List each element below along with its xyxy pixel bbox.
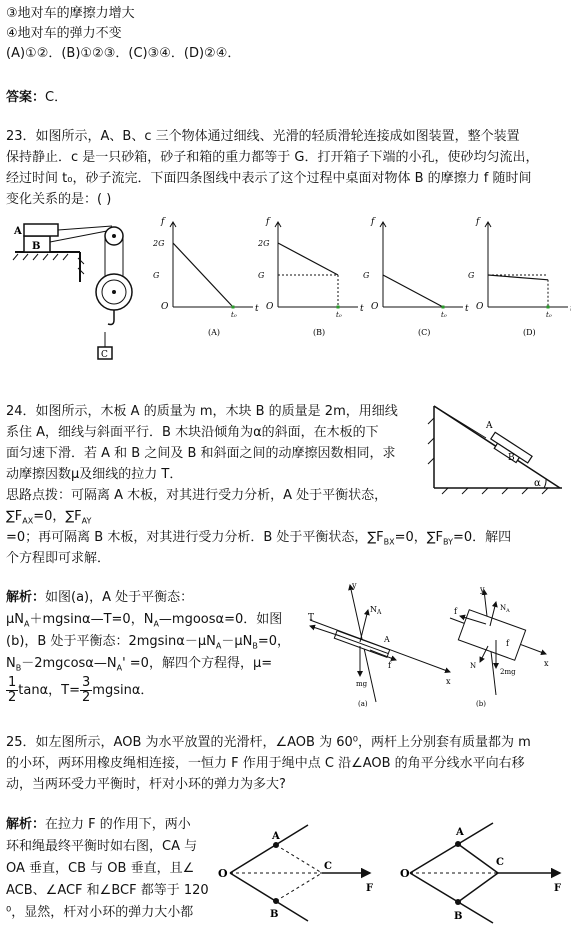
q24-line-5: 思路点拨：可隔离 A 木板，对其进行受力分析，A 处于平衡状态， bbox=[6, 488, 388, 503]
sol-text-1: 如图(a)，A 处于平衡态： bbox=[45, 590, 194, 605]
answer-line bbox=[6, 88, 67, 107]
q23-graphs bbox=[155, 212, 570, 347]
graph-f-label: f bbox=[161, 217, 165, 227]
frac2-num: 3 bbox=[82, 675, 91, 690]
q25-line-1: 25．如左图所示，AOB 为水平放置的光滑杆，∠AOB 为 60⁰，两杆上分别套有质量都为 m bbox=[6, 735, 531, 750]
q25-l-o: O bbox=[218, 867, 228, 880]
answer-value: C． bbox=[45, 90, 68, 105]
q23-line-3: 经过时间 t₀，砂子流完．下面四条图线中表示了这个过程中桌面对物体 B 的摩擦力 f 随时间 bbox=[6, 171, 532, 186]
q25-sol-line-2: 环和绳最终平衡时如右图，CA 与 bbox=[6, 839, 198, 854]
sol3-b: －μN bbox=[221, 634, 253, 649]
graph-t0-label: t₀ bbox=[546, 311, 552, 319]
q25-right-figure bbox=[400, 823, 561, 923]
sum-fay: =0，∑F bbox=[33, 509, 82, 524]
sol3-sub2: B bbox=[252, 641, 258, 651]
sub-bx: BX bbox=[383, 537, 395, 547]
graph-t0-label: t₀ bbox=[336, 311, 342, 319]
graph-line bbox=[383, 275, 443, 307]
graph-t0-label: t₀ bbox=[231, 311, 237, 319]
graph-caption: (D) bbox=[523, 328, 536, 337]
graph-t-label: t bbox=[465, 304, 469, 314]
q25-r-c: C bbox=[496, 857, 504, 868]
graph-line bbox=[173, 243, 233, 307]
graph-t0-label: t₀ bbox=[441, 311, 447, 319]
label-b: B bbox=[32, 241, 41, 252]
q25-l-b: B bbox=[270, 909, 279, 920]
option-4: ④地对车的弹力不变 bbox=[6, 26, 122, 41]
graph-origin: O bbox=[266, 302, 274, 312]
graph-line bbox=[488, 275, 548, 280]
sol2-c: —mgoosα=0．如图 bbox=[158, 612, 283, 627]
q24-force-diagrams bbox=[300, 580, 570, 710]
graph-line bbox=[278, 243, 338, 275]
sub-ax: AX bbox=[22, 516, 34, 526]
graph-tick-g: G bbox=[468, 271, 475, 280]
q24-line-8: 个方程即可求解． bbox=[6, 551, 111, 566]
answer-label: 答案： bbox=[6, 90, 46, 105]
option-3: ③地对车的摩擦力增大 bbox=[6, 6, 135, 21]
fa-caption: (a) bbox=[358, 700, 368, 708]
q24-sol-line-1 bbox=[6, 588, 193, 607]
graph-origin: O bbox=[161, 302, 169, 312]
q25-sol-line-3: OA 垂直，CB 与 OB 垂直，且∠ bbox=[6, 861, 195, 876]
fb-fa: f bbox=[454, 607, 457, 616]
line7-b: =0，∑F bbox=[394, 530, 444, 545]
q24-sol-line-2 bbox=[6, 610, 282, 634]
graph-tick-2g: 2G bbox=[153, 239, 165, 248]
q23-line-2: 保持静止．c 是一只砂箱，砂子和箱的重力都等于 G．打开箱子下端的小孔，使砂均匀流出， bbox=[6, 150, 539, 165]
q24-line-3: 面匀速下滑．若 A 和 B 之间及 B 和斜面之间的动摩擦因数相同，求 bbox=[6, 446, 396, 461]
fa-x: x bbox=[446, 677, 451, 686]
sol4-sub1: B bbox=[15, 663, 22, 673]
graph-caption: (C) bbox=[418, 328, 431, 337]
q25-r-f: F bbox=[554, 883, 562, 894]
graph-t0-mark bbox=[442, 306, 445, 309]
q25-s1: 在拉力 F 的作用下，两小 bbox=[45, 817, 191, 832]
fa-f: f bbox=[388, 661, 391, 670]
graph-t0-mark bbox=[547, 306, 550, 309]
sol3-sub1: A bbox=[215, 641, 222, 651]
q25-r-o: O bbox=[400, 867, 410, 880]
q25-l-c: C bbox=[324, 861, 332, 872]
sub-ay: AY bbox=[81, 516, 92, 526]
sol4-sub2: A bbox=[116, 663, 123, 673]
fb-na: $N_A$ bbox=[500, 604, 510, 614]
q25-figures bbox=[218, 815, 568, 927]
graph-origin: O bbox=[371, 302, 379, 312]
q25-r-b: B bbox=[454, 911, 463, 922]
q25-l-f: F bbox=[366, 883, 374, 894]
q23-apparatus-figure bbox=[10, 212, 145, 367]
fa-mg: mg bbox=[356, 680, 368, 688]
graph-t0-mark bbox=[337, 306, 340, 309]
fa-t: T bbox=[308, 613, 315, 623]
label-alpha: α bbox=[534, 478, 541, 489]
sol2-sub1: A bbox=[24, 619, 30, 629]
label-c: C bbox=[101, 350, 108, 360]
q25-line-2: 的小环，两环用橡皮绳相连接，一恒力 F 作用于绳中点 C 沿∠AOB 的角平分线水平向右移 bbox=[6, 756, 525, 771]
fb-x: x bbox=[544, 659, 549, 668]
graph-origin: O bbox=[476, 302, 484, 312]
graph-caption: (B) bbox=[313, 328, 326, 337]
block-a bbox=[24, 224, 58, 236]
fa-a: A bbox=[384, 635, 390, 644]
label-b: B bbox=[508, 453, 515, 463]
fb-2mg: 2mg bbox=[500, 668, 516, 676]
graph-f-label: f bbox=[266, 217, 270, 227]
q25-sol-line-1 bbox=[6, 815, 191, 834]
sol3-c: =0， bbox=[257, 634, 290, 649]
q24-line-2: 系住 A，细线与斜面平行．B 木块沿倾角为α的斜面，在木板的下 bbox=[6, 425, 379, 440]
q24-sol-line-3 bbox=[6, 632, 290, 656]
line7-a: =0；再可隔离 B 木板，对其进行受力分析．B 处于平衡状态，∑F bbox=[6, 530, 384, 545]
sol5-b: mgsinα． bbox=[92, 683, 154, 698]
frac2-den: 2 bbox=[82, 690, 91, 705]
sol2-a: μN bbox=[6, 612, 24, 627]
sol4-a: N bbox=[6, 656, 16, 671]
sol4-b: －2mgcosα—N bbox=[21, 656, 117, 671]
graph-t-label: t bbox=[360, 304, 364, 314]
q24-line-4: 动摩擦因数μ及细线的拉力 T． bbox=[6, 467, 183, 482]
diagram-a bbox=[308, 581, 451, 708]
graph-caption: (A) bbox=[208, 328, 221, 337]
graph-t0-mark bbox=[232, 306, 235, 309]
graph-tick-g: G bbox=[363, 271, 370, 280]
q25-l-a: A bbox=[272, 831, 280, 842]
q25-r-a: A bbox=[456, 827, 464, 838]
sub-by: BY bbox=[443, 537, 453, 547]
graph-tick-g: G bbox=[258, 271, 265, 280]
q24-line-1: 24．如图所示，木板 A 的质量为 m，木块 B 的质量是 2m，用细线 bbox=[6, 404, 398, 419]
choices-line: (A)①②．(B)①②③．(C)③④．(D)②④． bbox=[6, 46, 241, 61]
q24-sol-line-4 bbox=[6, 654, 272, 678]
q25-line-3: 动，当两环受力平衡时，杆对小环的弹力为多大? bbox=[6, 777, 286, 792]
graph-tick-2g: 2G bbox=[258, 239, 270, 248]
fraction-three-halves bbox=[80, 676, 92, 705]
fb-nb: N bbox=[470, 662, 477, 670]
q23-line-4: 变化关系的是：( ) bbox=[6, 192, 112, 207]
label-a: A bbox=[486, 421, 493, 431]
q25-left-figure bbox=[218, 825, 373, 921]
frac1-den: 2 bbox=[8, 690, 17, 705]
q24-sol-line-5 bbox=[6, 676, 153, 706]
fb-caption: (b) bbox=[476, 700, 486, 708]
line7-c: =0．解四 bbox=[452, 530, 512, 545]
fb-y: y bbox=[480, 585, 485, 594]
fa-na: $N_A$ bbox=[370, 605, 382, 616]
sol2-sub2: A bbox=[153, 619, 159, 629]
fb-fb: f bbox=[506, 639, 509, 648]
solution-label: 解析： bbox=[6, 590, 46, 605]
label-a: A bbox=[14, 226, 22, 237]
q25-solution-label: 解析： bbox=[6, 817, 46, 832]
diagram-b bbox=[450, 585, 549, 708]
q25-sol-line-4: ACB、∠ACF 和∠BCF 都等于 120 bbox=[6, 883, 209, 898]
sol2-b: ＋mgsinα—T=0，N bbox=[29, 612, 154, 627]
sol5-a: tanα，T= bbox=[18, 683, 80, 698]
sol4-c: ' =0，解四个方程得，μ= bbox=[122, 656, 273, 671]
frac1-num: 1 bbox=[8, 675, 17, 690]
graph-f-label: f bbox=[371, 217, 375, 227]
graph-f-label: f bbox=[476, 217, 480, 227]
graph-t-label: t bbox=[255, 304, 259, 314]
fa-y: y bbox=[352, 581, 357, 590]
q25-sol-line-5: ⁰，显然，杆对小环的弹力大小都 bbox=[6, 905, 194, 920]
graph-tick-g: G bbox=[153, 271, 160, 280]
sum-fax: ∑F bbox=[6, 509, 23, 524]
sol3-a: (b)，B 处于平衡态：2mgsinα－μN bbox=[6, 634, 216, 649]
q23-line-1: 23．如图所示，A、B、c 三个物体通过细线、光滑的轻质滑轮连接成如图装置，整个装置 bbox=[6, 129, 520, 144]
fraction-half bbox=[6, 676, 18, 705]
q24-incline-figure bbox=[428, 398, 566, 498]
